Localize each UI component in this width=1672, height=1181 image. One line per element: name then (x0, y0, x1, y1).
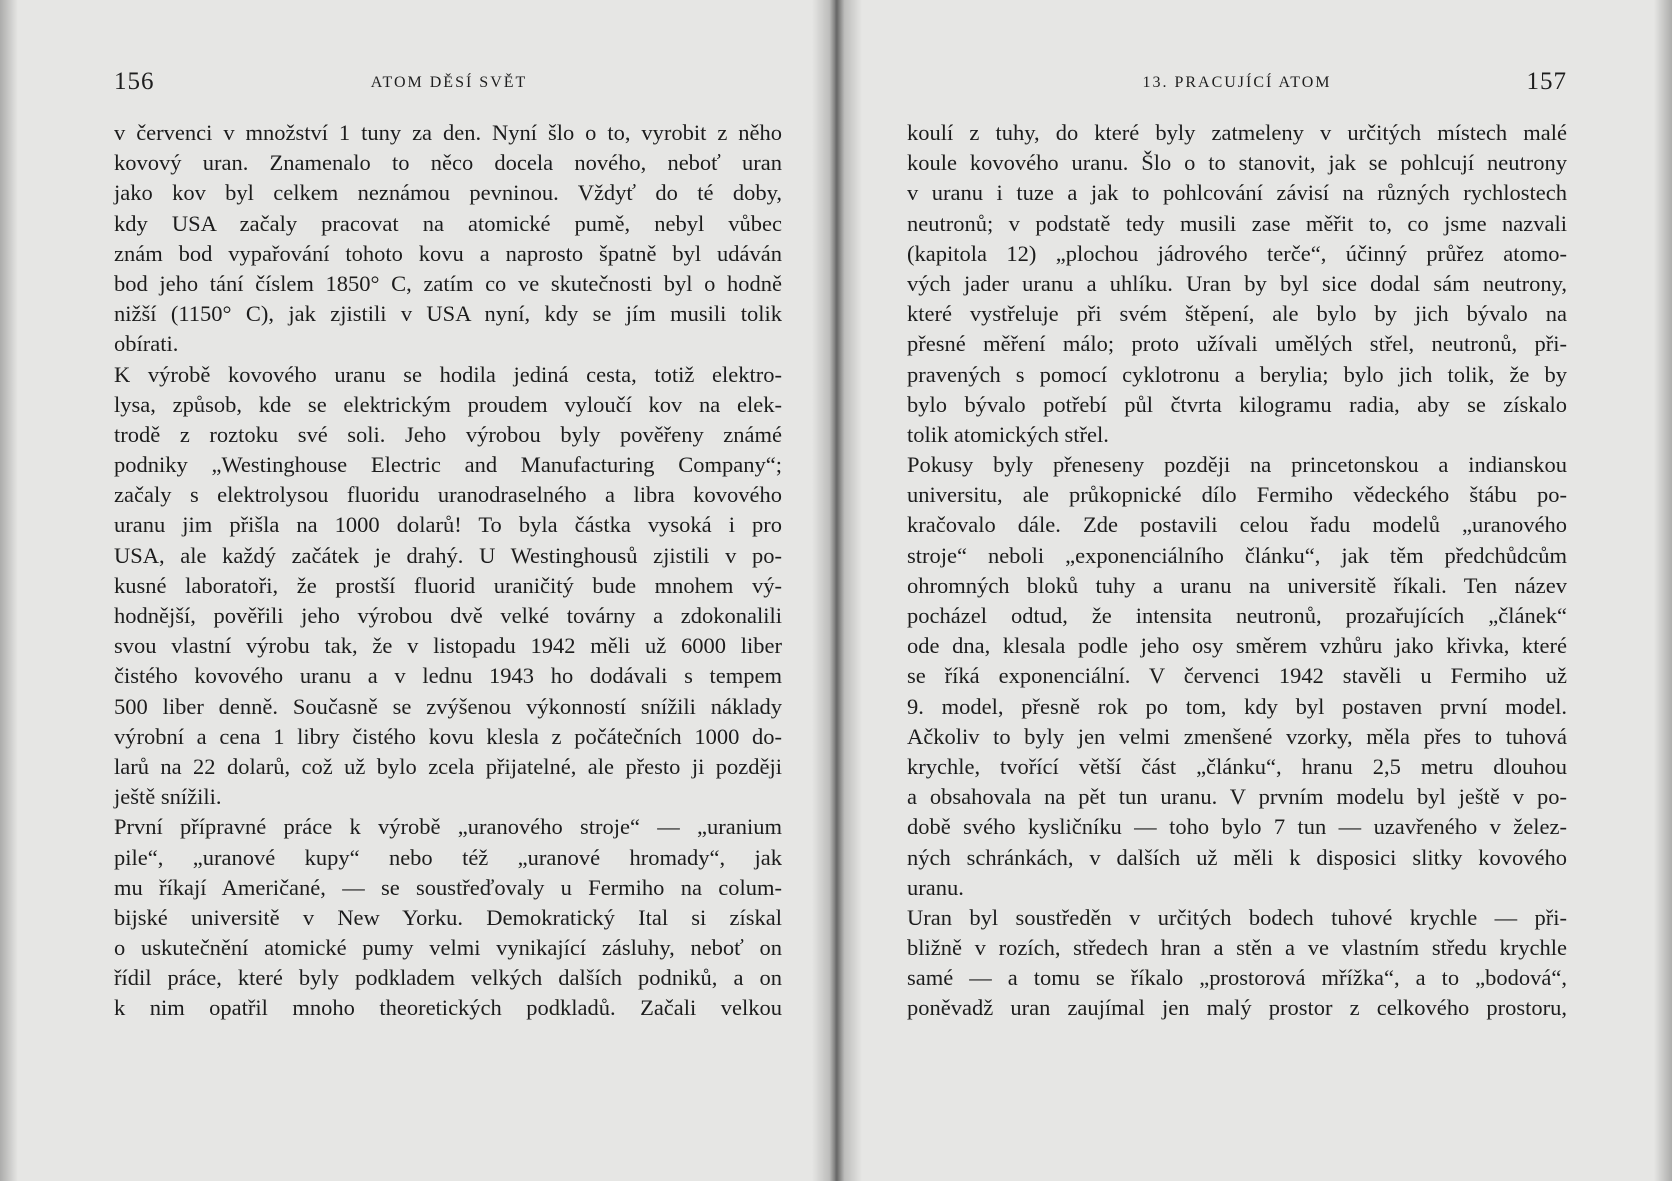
text-line: k nim opatřil mnoho theoretických podkladů. Začali velkou (114, 995, 782, 1021)
running-head: 13. PRACUJÍCÍ ATOM (1142, 74, 1332, 91)
text-line: uranu. (907, 874, 964, 900)
text-line: a obsahovala na pět tun uranu. V prvním modelu byl ještě v po- (907, 784, 1567, 810)
text-line: K výrobě kovového uranu se hodila jediná cesta, totiž elektro- (114, 361, 782, 387)
text-line: podniky „Westinghouse Electric and Manufacturing Company“; (114, 452, 782, 478)
right-page-body-text (907, 118, 1567, 1024)
text-line: poněvadž uran zaujímal jen malý prostor z celkového prostoru, (907, 995, 1567, 1021)
right-page-header (907, 68, 1567, 98)
text-line: obírati. (114, 331, 179, 357)
text-line: výrobní a cena 1 libry čistého kovu klesla z počátečních 1000 do- (114, 723, 782, 749)
text-line: samé — a tomu se říkalo „prostorová mřížka“, a to „bodová“, (907, 965, 1567, 991)
text-line: hodnější, pověřili jeho výrobou dvě velké továrny a zdokonalili (114, 603, 782, 628)
text-line: 9. model, přesně rok po tom, kdy byl postaven první model. (907, 693, 1567, 719)
text-line: řídil práce, které byly podkladem velkých dalších podniků, a on (114, 965, 782, 991)
text-line: ných schránkách, v dalších už měli k disposici slitky kovového (907, 844, 1567, 870)
text-line: Uran byl soustředěn v určitých bodech tuhové krychle — při- (907, 904, 1567, 930)
page-edge-shadow (0, 0, 18, 1181)
page-edge-shadow (1654, 0, 1672, 1181)
text-line: bližně v rozích, středech hran a stěn a ve vlastním středu krychle (907, 935, 1567, 961)
left-page (0, 0, 835, 1181)
text-line: které vystřeluje při svém štěpení, ale bylo by jich bývalo na (907, 301, 1567, 327)
text-line: kdy USA začaly pracovat na atomické pumě, nebyl vůbec (114, 210, 782, 236)
text-line: nižší (1150° C), jak zjistili v USA nyní, kdy se jím musili tolik (114, 301, 782, 327)
right-page (837, 0, 1672, 1181)
text-line: 500 liber denně. Současně se zvýšenou výkonností snížili náklady (114, 693, 782, 719)
text-line: tolik atomických střel. (907, 421, 1109, 447)
text-line: USA, ale každý začátek je drahý. U Westinghousů zjistili v po- (114, 542, 782, 568)
text-line: v uranu i tuze a jak to pohlcování závisí na různých rychlostech (907, 180, 1567, 206)
text-line: larů na 22 dolarů, což už bylo zcela přijatelné, ale přesto ji později (114, 753, 782, 779)
text-line: době svého kysličníku — toho bylo 7 tun — uzavřeného v želez- (907, 814, 1567, 840)
left-page-header (114, 68, 784, 98)
text-line: se říká exponenciální. V červenci 1942 stavěli u Fermiho už (907, 663, 1567, 689)
text-line: kovový uran. Znamenalo to něco docela nového, neboť uran (114, 150, 782, 176)
text-line: bod jeho tání číslem 1850° C, zatím co ve skutečnosti byl o hodně (114, 270, 782, 296)
text-line: ode dna, klesala podle jeho osy směrem vzhůru jako křivka, které (907, 633, 1567, 659)
text-line: universitu, ale průkopnické dílo Fermiho vědeckého štábu po- (907, 482, 1567, 508)
text-line: koulí z tuhy, do které byly zatmeleny v určitých místech malé (907, 120, 1567, 145)
text-line: kračovalo dále. Zde postavili celou řadu modelů „uranového (907, 512, 1567, 538)
text-line: bylo bývalo potřebí půl čtvrta kilogramu radia, aby se získalo (907, 391, 1567, 417)
text-line: krychle, tvořící větší část „článku“, hranu 2,5 metru dlouhou (907, 753, 1567, 779)
text-line: začaly s elektrolysou fluoridu uranodraselného a libra kovového (114, 482, 782, 508)
text-line: neutronů; v podstatě tedy musili zase měřit to, co jsme nazvali (907, 210, 1567, 236)
running-head: ATOM DĚSÍ SVĚT (370, 74, 528, 91)
text-line: mu říkají Američané, — se soustřeďovaly u Fermiho na colum- (114, 874, 782, 900)
text-line: v červenci v množství 1 tuny za den. Nyní šlo o to, vyrobit z něho (114, 120, 782, 145)
text-line: o uskutečnění atomické pumy velmi vynikající zásluhy, neboť on (114, 935, 782, 961)
text-line: Ačkoliv to byly jen velmi zmenšené vzorky, měla přes to tuhová (907, 723, 1567, 749)
text-line: kusné laboratoři, že prostší fluorid uraničitý bude mnohem vý- (114, 572, 782, 598)
text-line: bijské universitě v New Yorku. Demokratický Ital si získal (114, 904, 782, 930)
page-number: 156 (114, 68, 155, 95)
text-line: ještě snížili. (114, 784, 222, 810)
text-line: jako kov byl celkem neznámou pevninou. Vždyť do té doby, (114, 180, 782, 206)
page-number: 157 (1526, 68, 1567, 95)
text-line: (kapitola 12) „plochou jádrového terče“, účinný průřez atomo- (907, 240, 1567, 266)
text-line: pravených s pomocí cyklotronu a berylia; bylo jich tolik, že by (907, 361, 1567, 387)
text-line: čistého kovového uranu a v lednu 1943 ho dodávali s tempem (114, 663, 782, 689)
text-line: pile“, „uranové kupy“ nebo též „uranové hromady“, jak (114, 844, 782, 870)
text-line: svou vlastní výrobu tak, že v listopadu 1942 měli už 6000 liber (114, 633, 782, 659)
text-line: Pokusy byly přeneseny později na princetonskou a indianskou (907, 452, 1567, 478)
text-line: První přípravné práce k výrobě „uranového stroje“ — „uranium (114, 814, 782, 840)
text-line: pocházel odtud, že intensita neutronů, prozařujících „článek“ (907, 603, 1567, 628)
text-line: uranu jim přišla na 1000 dolarů! To byla částka vysoká i pro (114, 512, 782, 538)
text-line: stroje“ neboli „exponenciálního článku“, jak těm předchůdcům (907, 542, 1567, 568)
text-line: lysa, způsob, kde se elektrickým proudem vyloučí kov na elek- (114, 391, 782, 417)
text-line: ohromných bloků tuhy a uranu na universitě říkali. Ten název (907, 572, 1567, 598)
text-line: vých jader uranu a uhlíku. Uran by byl sice dodal sám neutrony, (907, 270, 1567, 296)
text-line: koule kovového uranu. Šlo o to stanovit, jak se pohlcují neutrony (907, 150, 1567, 176)
text-line: znám bod vypařování tohoto kovu a naprosto špatně byl udáván (114, 240, 782, 266)
text-line: přesné měření málo; proto užívali umělých střel, neutronů, při- (907, 331, 1567, 357)
text-line: trodě z roztoku své soli. Jeho výrobou byly pověřeny známé (114, 421, 782, 447)
left-page-body-text (114, 118, 782, 1024)
